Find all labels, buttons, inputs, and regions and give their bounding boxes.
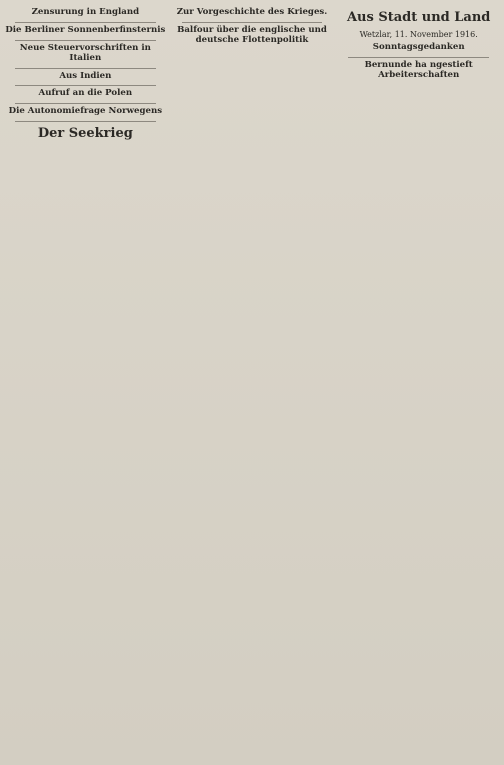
headline-h10: Aus Stadt und Land (346, 10, 491, 25)
headline-h5: Aufruf an die Polen (38, 88, 133, 99)
section-divider (348, 57, 489, 58)
column-left (5, 6, 166, 761)
headline-h12: Sonntagsgedanken (372, 42, 465, 53)
headline-h1: Zensurung in England (31, 7, 140, 17)
section-divider (15, 121, 156, 122)
columns (5, 6, 499, 761)
section-divider (15, 22, 156, 23)
headline-h3: Neue Steuervorschriften in Italien (19, 42, 151, 63)
headline-h11: Wetzlar, 11. November 1916. (359, 30, 478, 40)
headline-h8: Zur Vorgeschichte des Krieges. (176, 7, 328, 17)
headline-h13: Bernunde ha ngestieft Arbeiterschaften (364, 60, 473, 81)
section-divider (15, 103, 156, 104)
headline-h7: Der Seekrieg (37, 126, 133, 142)
section-divider (15, 68, 156, 69)
section-divider (182, 22, 323, 23)
column-right (338, 6, 499, 761)
section-divider (15, 85, 156, 86)
headline-h6: Die Autonomiefrage Norwegens (8, 106, 163, 117)
headline-h4: Aus Indien (59, 70, 112, 81)
headline-h2: Die Berliner Sonnenberfinsternis (5, 24, 166, 35)
headline-h9: Balfour über die englische und deutsche Flottenpolitik (177, 24, 327, 45)
section-divider (15, 40, 156, 41)
column-middle (172, 6, 333, 761)
